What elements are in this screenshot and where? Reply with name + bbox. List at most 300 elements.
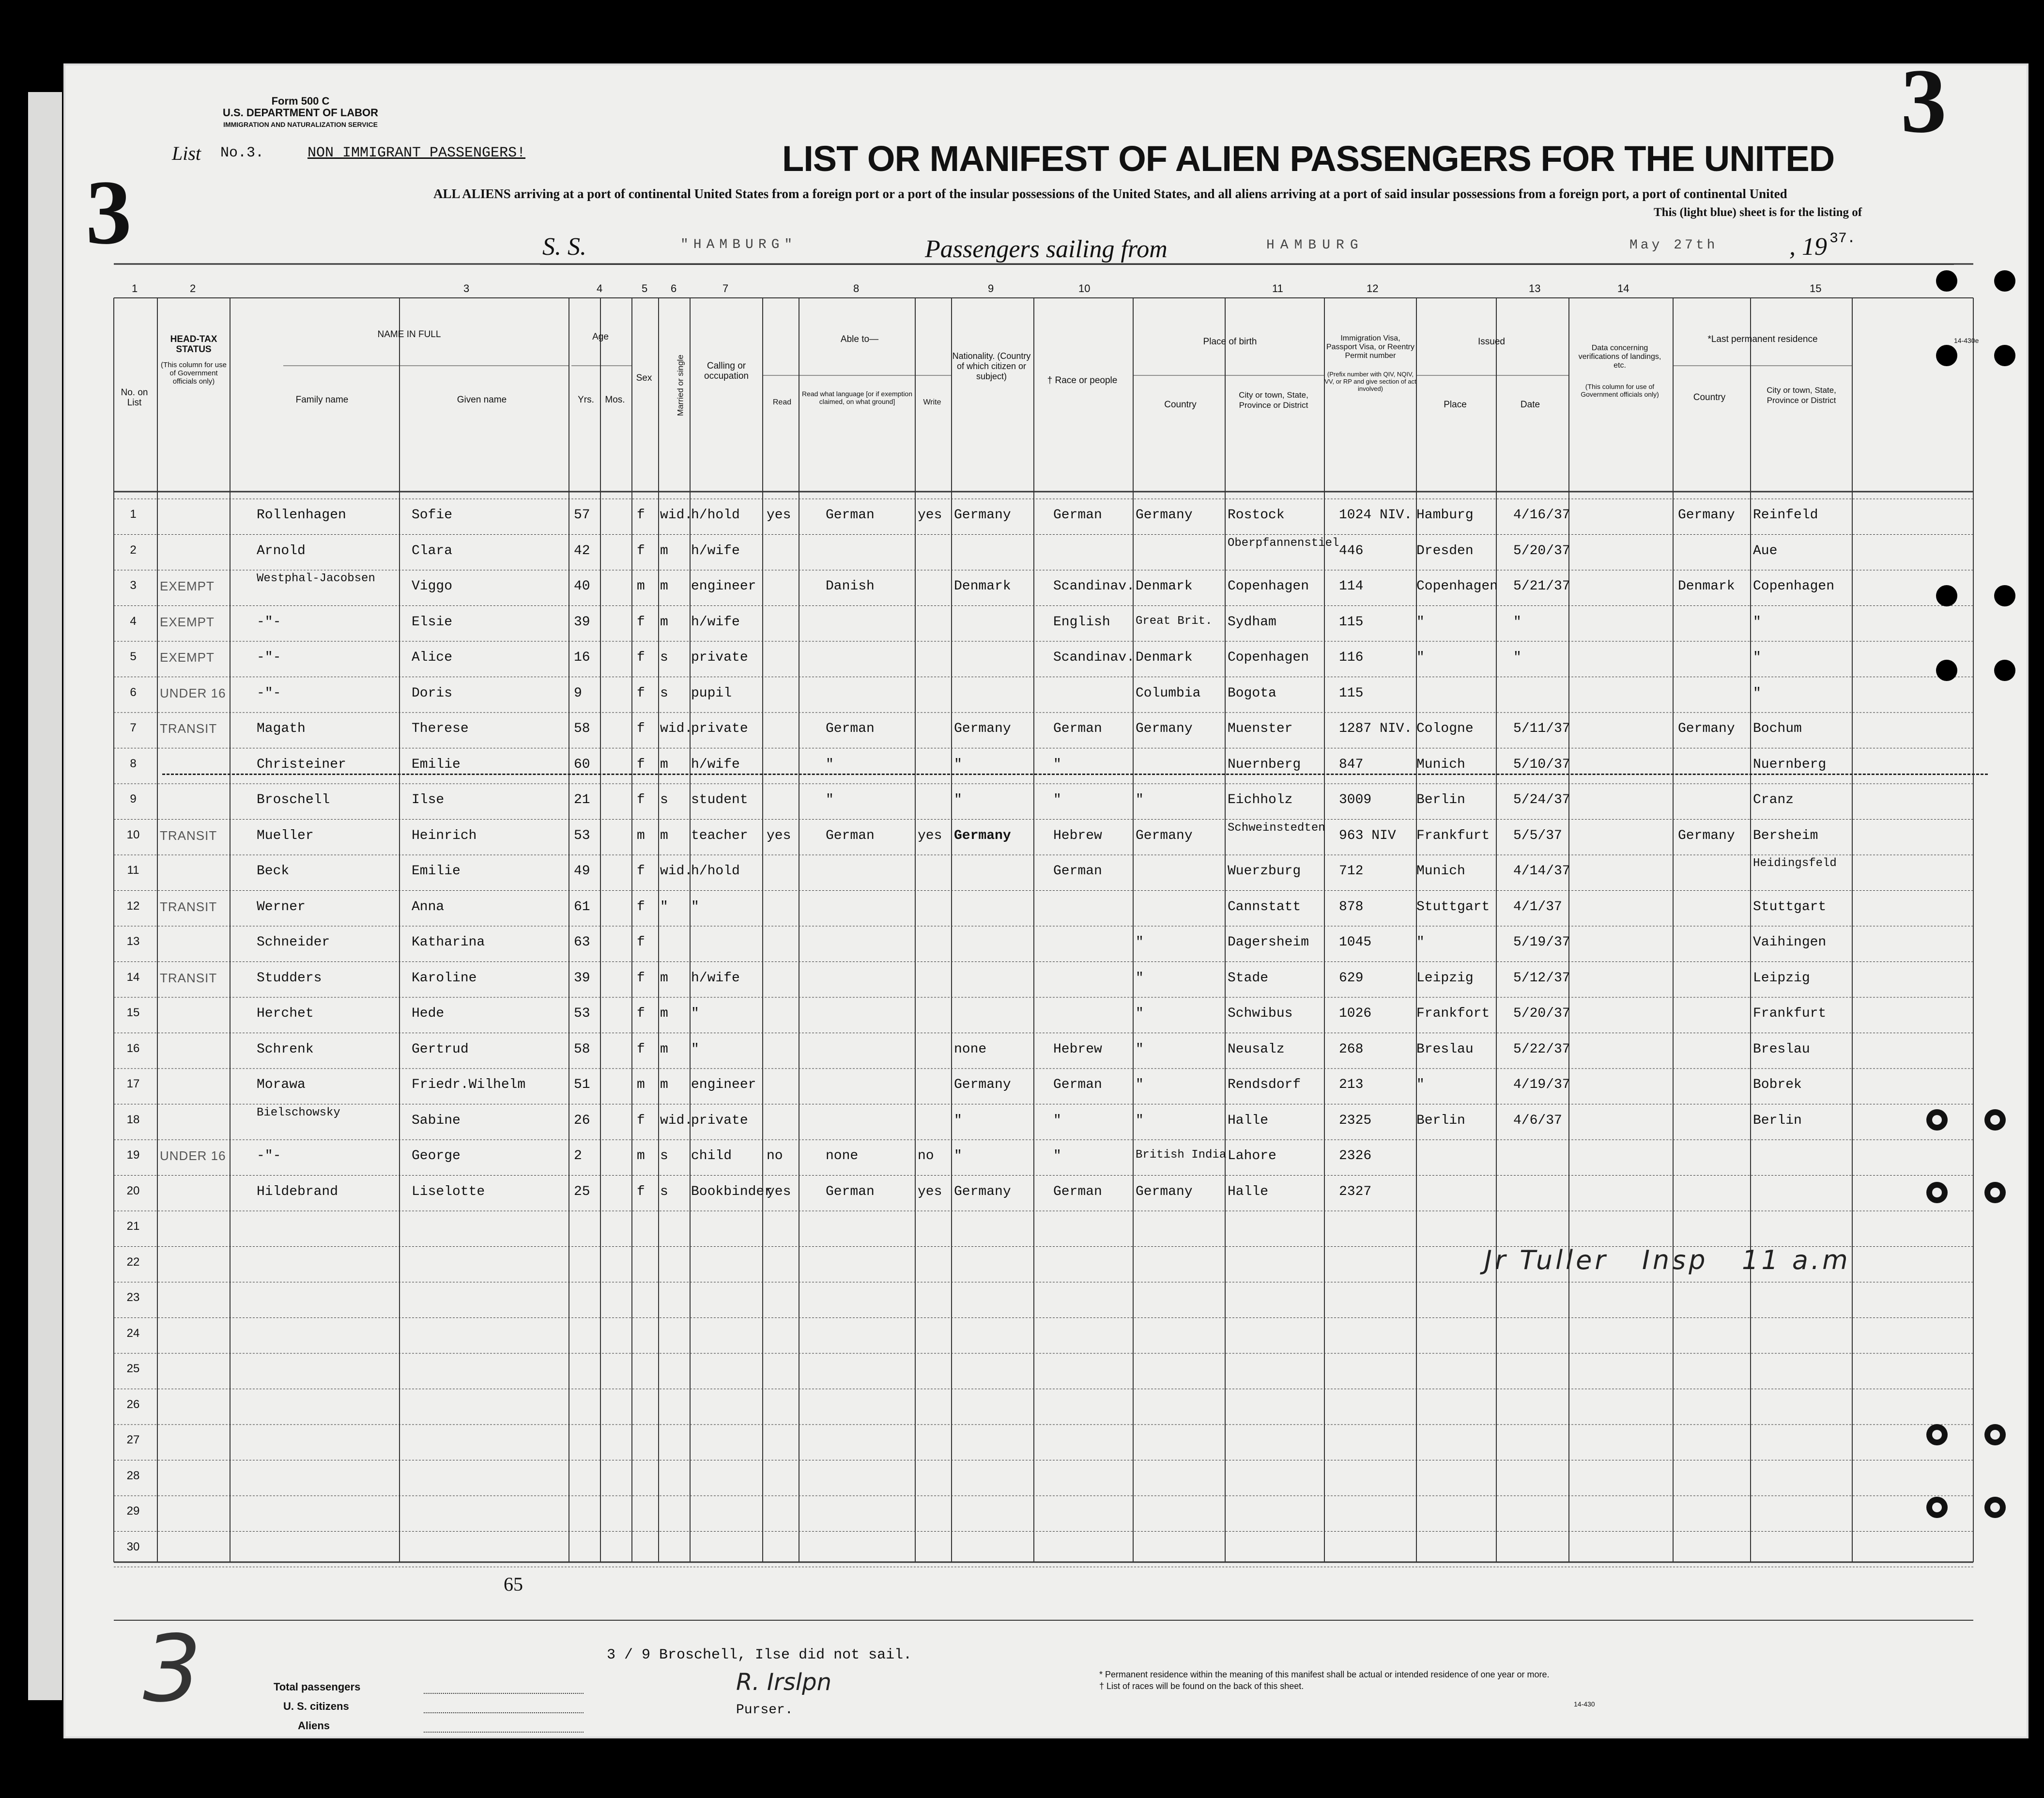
year: , 19 bbox=[1789, 233, 1827, 261]
cell-ms: m bbox=[660, 543, 668, 558]
cell-rcity: " bbox=[1753, 614, 1761, 630]
row-number: 30 bbox=[126, 1540, 140, 1553]
ss-label: S. S. bbox=[542, 233, 586, 261]
cell-idate: 4/19/37 bbox=[1513, 1077, 1570, 1092]
cell-yrs: 9 bbox=[574, 685, 582, 701]
cell-ms: m bbox=[660, 1006, 668, 1021]
header-married: Married or single bbox=[676, 355, 685, 416]
row-number: 25 bbox=[126, 1362, 140, 1375]
cell-occ: private bbox=[691, 721, 748, 736]
cell-status: EXEMPT bbox=[160, 650, 215, 665]
cell-visa: 1045 bbox=[1339, 935, 1372, 950]
cell-rcity: Reinfeld bbox=[1753, 508, 1818, 523]
header-nationality: Nationality. (Country of which citizen or subject) bbox=[952, 351, 1031, 381]
cell-status: TRANSIT bbox=[160, 721, 217, 736]
cell-race: Hebrew bbox=[1053, 828, 1102, 843]
cell-country: " bbox=[1136, 1041, 1144, 1057]
cell-yrs: 60 bbox=[574, 757, 590, 772]
cell-status: TRANSIT bbox=[160, 899, 217, 914]
header-country: Country bbox=[1164, 400, 1197, 410]
cell-occ: student bbox=[691, 792, 748, 807]
cell-race: " bbox=[1053, 757, 1061, 772]
cell-family: Hildebrand bbox=[257, 1184, 338, 1199]
cell-status: EXEMPT bbox=[160, 579, 215, 593]
cancellation-note: 3 / 9 Broschell, Ilse did not sail. bbox=[607, 1647, 912, 1663]
table-grid bbox=[65, 65, 2027, 1736]
cell-family: Studders bbox=[257, 970, 322, 986]
list-label: List bbox=[172, 142, 201, 164]
cell-visa: 963 NIV bbox=[1339, 828, 1396, 843]
cell-yrs: 21 bbox=[574, 792, 590, 807]
cell-city: Halle bbox=[1228, 1113, 1269, 1128]
cell-lang: German bbox=[826, 508, 875, 523]
column-number: 12 bbox=[1367, 282, 1379, 294]
cell-rcity: Bobrek bbox=[1753, 1077, 1802, 1092]
cell-lang: none bbox=[826, 1148, 859, 1163]
cell-city: Cannstatt bbox=[1228, 899, 1301, 914]
cell-given: Viggo bbox=[412, 579, 453, 594]
cell-write: no bbox=[918, 1148, 934, 1163]
cell-city: Neusalz bbox=[1228, 1041, 1285, 1057]
cell-idate: 4/16/37 bbox=[1513, 508, 1570, 523]
cell-race: German bbox=[1053, 508, 1102, 523]
cell-occ: private bbox=[691, 650, 748, 665]
service: IMMIGRATION AND NATURALIZATION SERVICE bbox=[223, 121, 378, 128]
cell-yrs: 51 bbox=[574, 1077, 590, 1092]
row-number: 19 bbox=[126, 1148, 140, 1162]
us-citizens-label: U. S. citizens bbox=[283, 1700, 349, 1712]
cell-iplace: Munich bbox=[1416, 864, 1465, 879]
cell-ms: wid. bbox=[660, 508, 693, 523]
header-yrs: Yrs. bbox=[578, 395, 594, 405]
cell-idate: 5/5/37 bbox=[1513, 828, 1562, 843]
cell-visa: 1287 NIV. bbox=[1339, 721, 1413, 736]
subtitle: ALL ALIENS arriving at a port of continental United States from a foreign port or a port of the insular possessions of the United States, and all aliens arriving at a port of said insular possessions from a foreign port, a port of continental United bbox=[433, 186, 1787, 201]
cell-given: Alice bbox=[412, 650, 453, 665]
header-write: Write bbox=[923, 398, 941, 406]
cell-ms: " bbox=[660, 899, 668, 914]
cell-iplace: Frankfurt bbox=[1416, 828, 1490, 843]
cell-write: yes bbox=[918, 1184, 942, 1199]
cell-lang: German bbox=[826, 721, 875, 736]
cell-visa: 116 bbox=[1339, 650, 1364, 665]
cell-idate: 5/11/37 bbox=[1513, 721, 1570, 736]
handwritten-inspector-note: Jr Tuller Insp 11 a.m bbox=[1484, 1245, 1851, 1275]
cell-family: Beck bbox=[257, 864, 290, 879]
cell-idate: 5/21/37 bbox=[1513, 579, 1570, 594]
cell-given: Sabine bbox=[412, 1113, 461, 1128]
cell-city: Wuerzburg bbox=[1228, 864, 1301, 879]
cell-ms: m bbox=[660, 757, 668, 772]
punch-hole bbox=[1984, 1424, 2006, 1445]
cell-visa: 878 bbox=[1339, 899, 1364, 914]
row-number: 11 bbox=[127, 864, 139, 877]
cell-rcity: Vaihingen bbox=[1753, 935, 1827, 950]
cell-status: TRANSIT bbox=[160, 828, 217, 843]
cell-iplace: Copenhagen bbox=[1416, 579, 1498, 594]
cell-race: German bbox=[1053, 1077, 1102, 1092]
cell-given: Emilie bbox=[412, 864, 461, 879]
cell-city: Schwibus bbox=[1228, 1006, 1293, 1021]
cell-family: Broschell bbox=[257, 792, 330, 807]
cell-rcity: Nuernberg bbox=[1753, 757, 1827, 772]
cell-rcity: Frankfurt bbox=[1753, 1006, 1827, 1021]
header-place-of-birth: Place of birth bbox=[1203, 337, 1257, 347]
cell-rcity: " bbox=[1753, 650, 1761, 665]
row-number: 2 bbox=[130, 543, 137, 557]
column-number: 8 bbox=[853, 282, 860, 294]
cell-city: Dagersheim bbox=[1228, 935, 1309, 950]
cell-yrs: 63 bbox=[574, 935, 590, 950]
cell-read: yes bbox=[767, 508, 791, 523]
cell-lang: " bbox=[826, 757, 834, 772]
header-head-tax: HEAD-TAX STATUS bbox=[170, 334, 217, 355]
cell-lang: Danish bbox=[826, 579, 875, 594]
page-number: 65 bbox=[504, 1573, 523, 1595]
cell-rcity: Berlin bbox=[1753, 1113, 1802, 1128]
cell-family: Werner bbox=[257, 899, 306, 914]
cell-given: Ilse bbox=[412, 792, 445, 807]
cell-iplace: Frankfort bbox=[1416, 1006, 1490, 1021]
cell-yrs: 42 bbox=[574, 543, 590, 558]
sailing-label: Passengers sailing from bbox=[925, 235, 1168, 263]
cell-given: Heinrich bbox=[412, 828, 477, 843]
column-number: 9 bbox=[988, 282, 994, 294]
cell-race: English bbox=[1053, 614, 1110, 630]
cell-visa: 213 bbox=[1339, 1077, 1364, 1092]
punch-hole bbox=[1926, 1109, 1948, 1131]
cell-family: Westphal-Jacobsen bbox=[257, 572, 375, 585]
cell-city: Rostock bbox=[1228, 508, 1285, 523]
cell-family: Herchet bbox=[257, 1006, 314, 1021]
sheet-number-right: 3 bbox=[1901, 50, 1947, 152]
cell-occ: engineer bbox=[691, 579, 756, 594]
cell-idate: 4/1/37 bbox=[1513, 899, 1562, 914]
cell-given: Friedr.Wilhelm bbox=[412, 1077, 526, 1092]
cell-visa: 446 bbox=[1339, 543, 1364, 558]
cell-visa: 629 bbox=[1339, 970, 1364, 986]
cell-occ: h/wife bbox=[691, 543, 740, 558]
cell-nat: Germany bbox=[954, 721, 1011, 736]
cell-occ: pupil bbox=[691, 685, 732, 701]
cell-rcountry: Germany bbox=[1678, 721, 1735, 736]
cell-rcity: Heidingsfeld bbox=[1753, 857, 1837, 870]
row-number: 4 bbox=[130, 614, 137, 628]
cell-occ: child bbox=[691, 1148, 732, 1163]
cell-idate: 5/10/37 bbox=[1513, 757, 1570, 772]
row-number: 29 bbox=[126, 1504, 140, 1518]
header-family-name: Family name bbox=[295, 395, 349, 405]
cell-rcountry: Germany bbox=[1678, 828, 1735, 843]
cell-sex: f bbox=[637, 792, 645, 807]
cell-sex: f bbox=[637, 757, 645, 772]
cell-iplace: Stuttgart bbox=[1416, 899, 1490, 914]
cell-given: Doris bbox=[412, 685, 453, 701]
cell-country: British India bbox=[1136, 1148, 1227, 1162]
cell-sex: f bbox=[637, 508, 645, 523]
cell-yrs: 25 bbox=[574, 1184, 590, 1199]
punch-hole bbox=[1994, 585, 2015, 606]
row-number: 21 bbox=[126, 1220, 140, 1233]
cell-sex: f bbox=[637, 685, 645, 701]
cell-family: Bielschowsky bbox=[257, 1106, 340, 1119]
cell-ms: m bbox=[660, 970, 668, 986]
punch-hole bbox=[1984, 1109, 2006, 1131]
cell-country: " bbox=[1136, 1113, 1144, 1128]
cell-iplace: Munich bbox=[1416, 757, 1465, 772]
cell-family: Magath bbox=[257, 721, 306, 736]
cell-iplace: " bbox=[1416, 650, 1425, 665]
cell-idate: 4/6/37 bbox=[1513, 1113, 1562, 1128]
cell-occ: h/wife bbox=[691, 614, 740, 630]
cell-city: Rendsdorf bbox=[1228, 1077, 1301, 1092]
cell-country: Germany bbox=[1136, 828, 1193, 843]
cell-sex: m bbox=[637, 1077, 645, 1092]
cell-ms: m bbox=[660, 828, 668, 843]
cell-visa: 2326 bbox=[1339, 1148, 1372, 1163]
header-sex: Sex bbox=[636, 373, 652, 383]
cell-visa: 115 bbox=[1339, 685, 1364, 701]
cell-given: Clara bbox=[412, 543, 453, 558]
row-number: 28 bbox=[126, 1469, 140, 1482]
punch-hole bbox=[1984, 1182, 2006, 1203]
column-number: 14 bbox=[1617, 282, 1629, 294]
cell-idate: 5/20/37 bbox=[1513, 543, 1570, 558]
cell-iplace: Breslau bbox=[1416, 1041, 1474, 1057]
header-res-city: City or town, State, Province or District bbox=[1767, 386, 1836, 405]
cell-city: Nuernberg bbox=[1228, 757, 1301, 772]
row-number: 17 bbox=[126, 1077, 140, 1090]
punch-hole bbox=[1926, 1424, 1948, 1445]
cell-idate: 4/14/37 bbox=[1513, 864, 1570, 879]
cell-read: yes bbox=[767, 1184, 791, 1199]
cell-country: Germany bbox=[1136, 508, 1193, 523]
cell-occ: h/wife bbox=[691, 970, 740, 986]
cell-visa: 847 bbox=[1339, 757, 1364, 772]
cell-race: German bbox=[1053, 864, 1102, 879]
row-number: 14 bbox=[126, 970, 140, 984]
cell-occ: teacher bbox=[691, 828, 748, 843]
cell-yrs: 53 bbox=[574, 828, 590, 843]
cell-sex: f bbox=[637, 1113, 645, 1128]
cell-sex: f bbox=[637, 1184, 645, 1199]
row-number: 3 bbox=[130, 579, 137, 592]
punch-hole bbox=[1984, 1497, 2006, 1518]
cell-visa: 268 bbox=[1339, 1041, 1364, 1057]
row-number: 22 bbox=[126, 1255, 140, 1269]
cell-yrs: 57 bbox=[574, 508, 590, 523]
header-last-residence: *Last permanent residence bbox=[1707, 334, 1818, 344]
cell-status: UNDER 16 bbox=[160, 685, 226, 700]
column-number: 4 bbox=[597, 282, 603, 294]
punch-hole bbox=[1994, 660, 2015, 681]
cell-idate: " bbox=[1513, 650, 1521, 665]
header-head-tax-note: (This column for use of Government officials only) bbox=[161, 361, 227, 386]
cell-nat: " bbox=[954, 792, 962, 807]
punch-hole bbox=[1936, 660, 1957, 681]
cell-iplace: " bbox=[1416, 1077, 1425, 1092]
cell-rcity: Aue bbox=[1753, 543, 1778, 558]
row-9-strikethrough bbox=[162, 774, 1988, 775]
cell-race: Scandinav. bbox=[1053, 579, 1135, 594]
purser-signature: R. Irslpn bbox=[736, 1669, 831, 1696]
column-number: 10 bbox=[1078, 282, 1091, 294]
cell-visa: 2325 bbox=[1339, 1113, 1372, 1128]
row-number: 16 bbox=[126, 1041, 140, 1055]
cell-iplace: Dresden bbox=[1416, 543, 1474, 558]
cell-idate: 5/12/37 bbox=[1513, 970, 1570, 986]
cell-sex: f bbox=[637, 935, 645, 950]
cell-nat: " bbox=[954, 757, 962, 772]
cell-iplace: Hamburg bbox=[1416, 508, 1474, 523]
ship-name: "HAMBURG" bbox=[680, 237, 798, 252]
sailing-date: May 27th bbox=[1629, 238, 1718, 253]
header-issued: Issued bbox=[1478, 337, 1505, 347]
header-read-language: Read what language [or if exemption claimed, on what ground] bbox=[801, 390, 913, 405]
row-number: 5 bbox=[130, 650, 137, 663]
punch-hole bbox=[1994, 270, 2015, 292]
row-number: 18 bbox=[126, 1113, 140, 1126]
cell-idate: 5/24/37 bbox=[1513, 792, 1570, 807]
form-code-small: 14-430e bbox=[1954, 337, 1979, 344]
cell-given: Therese bbox=[412, 721, 469, 736]
cell-family: Mueller bbox=[257, 828, 314, 843]
form-number: Form 500 C bbox=[271, 95, 330, 107]
cell-sex: f bbox=[637, 543, 645, 558]
cell-city: Muenster bbox=[1228, 721, 1293, 736]
us-citizens-line bbox=[424, 1712, 584, 1713]
handwritten-3-mark: 3 bbox=[143, 1615, 201, 1722]
cell-ms: m bbox=[660, 579, 668, 594]
cell-country: Great Brit. bbox=[1136, 614, 1213, 628]
cell-rcity: Bersheim bbox=[1753, 828, 1818, 843]
cell-race: Hebrew bbox=[1053, 1041, 1102, 1057]
cell-iplace: Berlin bbox=[1416, 1113, 1465, 1128]
cell-sex: f bbox=[637, 864, 645, 879]
year-suffix: 37. bbox=[1829, 231, 1856, 247]
cell-yrs: 53 bbox=[574, 1006, 590, 1021]
cell-country: Columbia bbox=[1136, 685, 1201, 701]
cell-sex: f bbox=[637, 1006, 645, 1021]
cell-city: Eichholz bbox=[1228, 792, 1293, 807]
page-title: LIST OR MANIFEST OF ALIEN PASSENGERS FOR THE UNITED bbox=[782, 139, 1835, 179]
cell-iplace: Leipzig bbox=[1416, 970, 1474, 986]
punch-hole bbox=[1936, 345, 1957, 366]
list-number: No.3. bbox=[220, 145, 264, 161]
cell-nat: " bbox=[954, 1148, 962, 1163]
cell-iplace: " bbox=[1416, 935, 1425, 950]
column-number: 11 bbox=[1272, 282, 1283, 294]
cell-occ: " bbox=[691, 1006, 699, 1021]
cell-ms: s bbox=[660, 685, 668, 701]
cell-ms: wid. bbox=[660, 721, 693, 736]
punch-hole bbox=[1936, 270, 1957, 292]
header-mos: Mos. bbox=[605, 395, 625, 405]
cell-visa: 1024 NIV. bbox=[1339, 508, 1413, 523]
punch-hole bbox=[1994, 345, 2015, 366]
cell-country: Germany bbox=[1136, 1184, 1193, 1199]
row-number: 15 bbox=[126, 1006, 140, 1019]
cell-read: no bbox=[767, 1148, 783, 1163]
cell-sex: f bbox=[637, 721, 645, 736]
cell-given: Emilie bbox=[412, 757, 461, 772]
cell-nat: Germany bbox=[954, 828, 1011, 843]
header-visa: Immigration Visa, Passport Visa, or Reentry Permit number bbox=[1326, 334, 1414, 360]
cell-visa: 114 bbox=[1339, 579, 1364, 594]
header-city: City or town, State, Province or District bbox=[1239, 390, 1308, 410]
cell-yrs: 39 bbox=[574, 614, 590, 630]
header-visa-note: (Prefix number with QIV, NQIV, VV, or RP and give section of act involved) bbox=[1324, 371, 1416, 392]
header-res-country: Country bbox=[1693, 392, 1726, 403]
aliens-label: Aliens bbox=[298, 1720, 330, 1732]
cell-ms: s bbox=[660, 650, 668, 665]
cell-city: Oberpfannenstiel bbox=[1228, 536, 1339, 550]
cell-visa: 1026 bbox=[1339, 1006, 1372, 1021]
cell-family: Morawa bbox=[257, 1077, 306, 1092]
cell-race: Scandinav. bbox=[1053, 650, 1135, 665]
total-passengers-line bbox=[424, 1693, 584, 1694]
cell-rcountry: Germany bbox=[1678, 508, 1735, 523]
cell-yrs: 2 bbox=[574, 1148, 582, 1163]
cell-rcity: " bbox=[1753, 685, 1761, 701]
cell-idate: " bbox=[1513, 614, 1521, 630]
total-passengers-label: Total passengers bbox=[274, 1681, 361, 1693]
cell-nat: " bbox=[954, 1113, 962, 1128]
cell-nat: none bbox=[954, 1041, 987, 1057]
cell-yrs: 58 bbox=[574, 1041, 590, 1057]
cell-occ: h/hold bbox=[691, 864, 740, 879]
cell-status: EXEMPT bbox=[160, 614, 215, 629]
header-read: Read bbox=[772, 398, 792, 406]
sheet-number-left: 3 bbox=[86, 162, 132, 264]
cell-rcity: Stuttgart bbox=[1753, 899, 1827, 914]
department: U.S. DEPARTMENT OF LABOR bbox=[223, 107, 379, 119]
cell-family: Rollenhagen bbox=[257, 508, 346, 523]
purser-label: Purser. bbox=[736, 1703, 793, 1718]
cell-visa: 2327 bbox=[1339, 1184, 1372, 1199]
cell-race: " bbox=[1053, 792, 1061, 807]
cell-city: Copenhagen bbox=[1228, 650, 1309, 665]
cell-city: Sydham bbox=[1228, 614, 1276, 630]
cell-ms: wid. bbox=[660, 1113, 693, 1128]
cell-occ: h/hold bbox=[691, 508, 740, 523]
cell-city: Lahore bbox=[1228, 1148, 1276, 1163]
footnote-residence: * Permanent residence within the meaning of this manifest shall be actual or intended residence of one year or more. bbox=[1099, 1670, 1550, 1679]
cell-ms: s bbox=[660, 792, 668, 807]
cell-given: Anna bbox=[412, 899, 445, 914]
cell-given: Elsie bbox=[412, 614, 453, 630]
cell-nat: Germany bbox=[954, 508, 1011, 523]
row-number: 6 bbox=[130, 685, 137, 699]
cell-given: Hede bbox=[412, 1006, 445, 1021]
cell-sex: f bbox=[637, 970, 645, 986]
cell-yrs: 58 bbox=[574, 721, 590, 736]
cell-iplace: " bbox=[1416, 614, 1425, 630]
cell-ms: s bbox=[660, 1148, 668, 1163]
cell-city: Halle bbox=[1228, 1184, 1269, 1199]
header-landing: Data concerning verifications of landings, etc. bbox=[1578, 344, 1661, 370]
row-number: 9 bbox=[130, 792, 137, 806]
cell-visa: 712 bbox=[1339, 864, 1364, 879]
cell-city: Bogota bbox=[1228, 685, 1276, 701]
cell-occ: h/wife bbox=[691, 757, 740, 772]
header-issued-place: Place bbox=[1444, 400, 1467, 410]
cell-country: " bbox=[1136, 1077, 1144, 1092]
cell-city: Copenhagen bbox=[1228, 579, 1309, 594]
subtitle-sheet-note: This (light blue) sheet is for the listing of bbox=[1654, 206, 1862, 219]
cell-sex: f bbox=[637, 899, 645, 914]
cell-yrs: 16 bbox=[574, 650, 590, 665]
